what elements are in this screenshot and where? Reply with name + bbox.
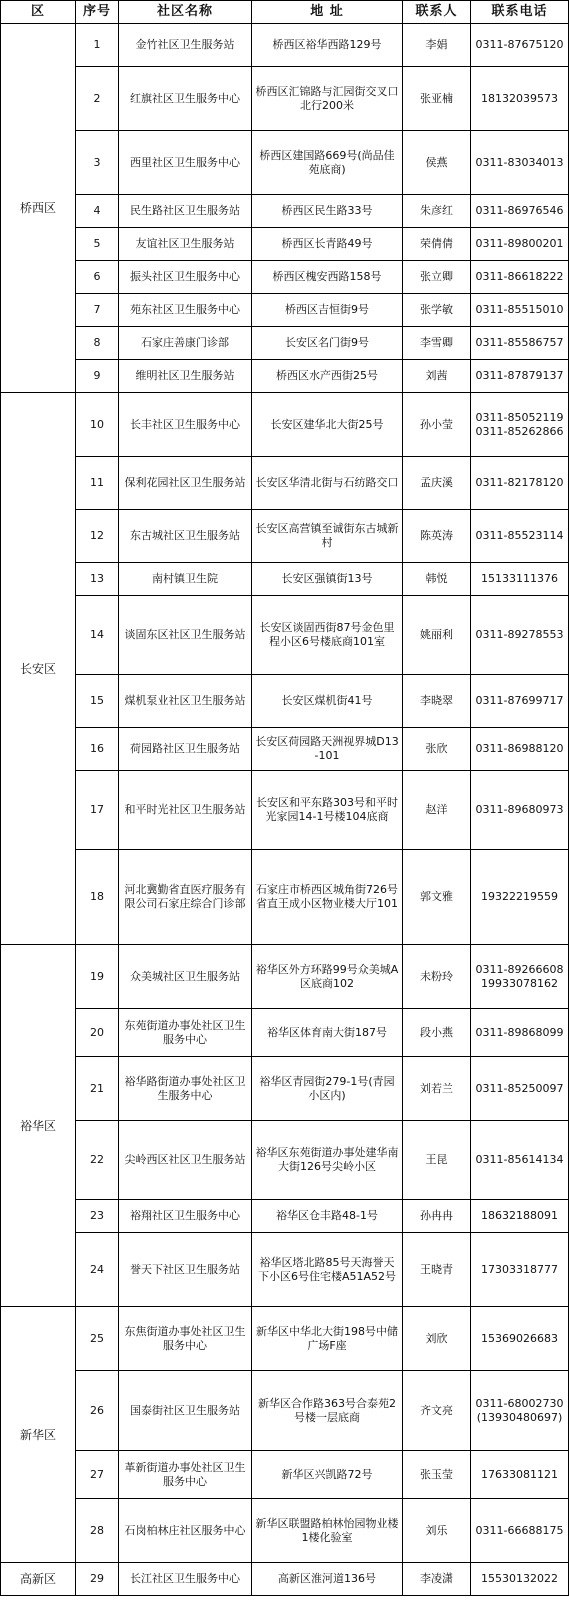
contact-cell: 赵洋 [403,771,471,850]
clinic-name-cell: 东焦街道办事处社区卫生服务中心 [119,1307,252,1371]
clinic-name-cell: 裕翔社区卫生服务中心 [119,1200,252,1233]
table-row [1,393,569,457]
seq-cell: 3 [76,131,119,195]
phone-cell: 0311-85052119 0311-85262866 [471,393,569,457]
phone-cell: 0311-68002730 (13930480697) [471,1371,569,1451]
seq-cell: 25 [76,1307,119,1371]
contact-cell: 张玉莹 [403,1451,471,1499]
table-row [1,131,569,195]
address-cell: 长安区名门街9号 [252,327,403,360]
header-address: 地 址 [252,1,403,24]
phone-cell: 0311-87675120 [471,24,569,67]
contact-cell: 张欣 [403,728,471,771]
phone-cell: 15530132022 [471,1563,569,1596]
phone-cell: 0311-86988120 [471,728,569,771]
contact-cell: 孟庆溪 [403,457,471,510]
address-cell: 长安区谈固西街87号金色里程小区6号楼底商101室 [252,596,403,675]
clinic-name-cell: 石家庄善康门诊部 [119,327,252,360]
table-row [1,1371,569,1451]
district-cell: 新华区 [1,1307,76,1563]
contact-cell: 姚丽利 [403,596,471,675]
table-row [1,261,569,294]
contact-cell: 李晓翠 [403,675,471,728]
phone-cell: 19322219559 [471,850,569,945]
address-cell: 裕华区塔北路85号天海誉天下小区6号住宅楼A51A52号 [252,1233,403,1307]
clinic-name-cell: 金竹社区卫生服务站 [119,24,252,67]
seq-cell: 24 [76,1233,119,1307]
address-cell: 长安区煤机街41号 [252,675,403,728]
address-cell: 桥西区槐安西路158号 [252,261,403,294]
address-cell: 长安区强镇街13号 [252,563,403,596]
clinic-name-cell: 誉天下社区卫生服务站 [119,1233,252,1307]
clinic-name-cell: 维明社区卫生服务站 [119,360,252,393]
contact-cell: 王昆 [403,1121,471,1200]
contact-cell: 王晓青 [403,1233,471,1307]
phone-cell: 0311-89266608 19933078162 [471,945,569,1009]
contact-cell: 未粉玲 [403,945,471,1009]
table-row [1,596,569,675]
contact-cell: 侯燕 [403,131,471,195]
contact-cell: 刘欣 [403,1307,471,1371]
seq-cell: 18 [76,850,119,945]
phone-cell: 0311-85515010 [471,294,569,327]
phone-cell: 0311-89868099 [471,1009,569,1057]
table-row [1,675,569,728]
contact-cell: 刘乐 [403,1499,471,1563]
address-cell: 石家庄市桥西区城角街726号省直王成小区物业楼大厅101 [252,850,403,945]
table-row [1,327,569,360]
contact-cell: 陈英涛 [403,510,471,563]
clinic-name-cell: 煤机泵业社区卫生服务站 [119,675,252,728]
address-cell: 长安区荷园路天洲视界城D13-101 [252,728,403,771]
phone-cell: 18632188091 [471,1200,569,1233]
table-row [1,24,569,67]
address-cell: 裕华区仓丰路48-1号 [252,1200,403,1233]
contact-cell: 荣倩倩 [403,228,471,261]
phone-cell: 0311-85614134 [471,1121,569,1200]
clinic-name-cell: 谈固东区社区卫生服务站 [119,596,252,675]
clinic-name-cell: 革新街道办事处社区卫生服务中心 [119,1451,252,1499]
phone-cell: 0311-89800201 [471,228,569,261]
address-cell: 桥西区吉恒街9号 [252,294,403,327]
header-district: 区 [1,1,76,24]
table-row [1,1057,569,1121]
header-seq: 序号 [76,1,119,24]
clinic-name-cell: 长江社区卫生服务中心 [119,1563,252,1596]
contact-cell: 李娟 [403,24,471,67]
district-cell: 长安区 [1,393,76,945]
table-row [1,1499,569,1563]
table-row [1,360,569,393]
address-cell: 裕华区东苑街道办事处建华南大街126号尖岭小区 [252,1121,403,1200]
district-cell: 裕华区 [1,945,76,1307]
address-cell: 新华区中华北大街198号中储广场F座 [252,1307,403,1371]
address-cell: 裕华区青园街279-1号(青园小区内) [252,1057,403,1121]
address-cell: 新华区合作路363号合泰苑2号楼一层底商 [252,1371,403,1451]
seq-cell: 2 [76,67,119,131]
table-row [1,1009,569,1057]
address-cell: 裕华区体育南大街187号 [252,1009,403,1057]
seq-cell: 4 [76,195,119,228]
header-row [1,1,569,24]
table-row [1,1451,569,1499]
phone-cell: 18132039573 [471,67,569,131]
phone-cell: 15369026683 [471,1307,569,1371]
address-cell: 长安区和平东路303号和平时光家园14-1号楼104底商 [252,771,403,850]
table-row [1,1200,569,1233]
clinic-name-cell: 东苑街道办事处社区卫生服务中心 [119,1009,252,1057]
seq-cell: 6 [76,261,119,294]
header-phone: 联系电话 [471,1,569,24]
phone-cell: 0311-89278553 [471,596,569,675]
contact-cell: 朱彦红 [403,195,471,228]
table-row [1,945,569,1009]
seq-cell: 27 [76,1451,119,1499]
address-cell: 高新区淮河道136号 [252,1563,403,1596]
phone-cell: 0311-83034013 [471,131,569,195]
clinic-name-cell: 长丰社区卫生服务中心 [119,393,252,457]
seq-cell: 22 [76,1121,119,1200]
seq-cell: 19 [76,945,119,1009]
contact-cell: 孙小莹 [403,393,471,457]
seq-cell: 14 [76,596,119,675]
contact-cell: 段小燕 [403,1009,471,1057]
phone-cell: 0311-85586757 [471,327,569,360]
clinic-name-cell: 南村镇卫生院 [119,563,252,596]
phone-cell: 0311-89680973 [471,771,569,850]
clinic-name-cell: 尖岭西区社区卫生服务站 [119,1121,252,1200]
seq-cell: 8 [76,327,119,360]
seq-cell: 10 [76,393,119,457]
contact-cell: 齐文亮 [403,1371,471,1451]
seq-cell: 5 [76,228,119,261]
seq-cell: 1 [76,24,119,67]
clinic-name-cell: 石岗柏林庄社区服务中心 [119,1499,252,1563]
address-cell: 桥西区裕华西路129号 [252,24,403,67]
table-row [1,1307,569,1371]
phone-cell: 15133111376 [471,563,569,596]
address-cell: 长安区华清北街与石纺路交口 [252,457,403,510]
table-row [1,728,569,771]
seq-cell: 28 [76,1499,119,1563]
phone-cell: 0311-82178120 [471,457,569,510]
seq-cell: 11 [76,457,119,510]
contact-cell: 张学敏 [403,294,471,327]
phone-cell: 0311-66688175 [471,1499,569,1563]
seq-cell: 29 [76,1563,119,1596]
clinic-name-cell: 河北冀勤省直医疗服务有限公司石家庄综合门诊部 [119,850,252,945]
clinic-name-cell: 东古城社区卫生服务站 [119,510,252,563]
district-cell: 桥西区 [1,24,76,393]
seq-cell: 12 [76,510,119,563]
clinic-name-cell: 民生路社区卫生服务站 [119,195,252,228]
header-name: 社区名称 [119,1,252,24]
contact-cell: 张亚楠 [403,67,471,131]
clinic-name-cell: 苑东社区卫生服务中心 [119,294,252,327]
table-body [1,24,569,1596]
table-row [1,67,569,131]
clinic-name-cell: 保利花园社区卫生服务站 [119,457,252,510]
phone-cell: 0311-87699717 [471,675,569,728]
clinic-name-cell: 和平时光社区卫生服务站 [119,771,252,850]
seq-cell: 26 [76,1371,119,1451]
header-contact: 联系人 [403,1,471,24]
clinic-name-cell: 裕华路街道办事处社区卫生服务中心 [119,1057,252,1121]
address-cell: 桥西区水产西街25号 [252,360,403,393]
seq-cell: 7 [76,294,119,327]
contact-cell: 张立卿 [403,261,471,294]
district-cell: 高新区 [1,1563,76,1596]
seq-cell: 9 [76,360,119,393]
table-row [1,1121,569,1200]
table-row [1,228,569,261]
address-cell: 新华区联盟路柏林怡园物业楼1楼化验室 [252,1499,403,1563]
table-row [1,850,569,945]
seq-cell: 15 [76,675,119,728]
address-cell: 裕华区外方环路99号众美城A区底商102 [252,945,403,1009]
clinic-name-cell: 友谊社区卫生服务站 [119,228,252,261]
address-cell: 长安区建华北大街25号 [252,393,403,457]
seq-cell: 16 [76,728,119,771]
clinic-name-cell: 荷园路社区卫生服务站 [119,728,252,771]
clinic-name-cell: 振头社区卫生服务中心 [119,261,252,294]
contact-cell: 李雪卿 [403,327,471,360]
phone-cell: 0311-86976546 [471,195,569,228]
clinic-name-cell: 西里社区卫生服务中心 [119,131,252,195]
table-row [1,457,569,510]
seq-cell: 13 [76,563,119,596]
clinic-name-cell: 众美城社区卫生服务站 [119,945,252,1009]
table-row [1,1233,569,1307]
table-row [1,294,569,327]
table-row [1,771,569,850]
address-cell: 新华区兴凯路72号 [252,1451,403,1499]
phone-cell: 0311-85250097 [471,1057,569,1121]
phone-cell: 17633081121 [471,1451,569,1499]
seq-cell: 17 [76,771,119,850]
clinic-name-cell: 红旗社区卫生服务中心 [119,67,252,131]
seq-cell: 20 [76,1009,119,1057]
address-cell: 桥西区汇锦路与汇园街交叉口北行200米 [252,67,403,131]
seq-cell: 23 [76,1200,119,1233]
table-row [1,195,569,228]
contact-cell: 韩悦 [403,563,471,596]
contact-cell: 刘若兰 [403,1057,471,1121]
phone-cell: 17303318777 [471,1233,569,1307]
phone-cell: 0311-87879137 [471,360,569,393]
phone-cell: 0311-85523114 [471,510,569,563]
address-cell: 桥西区建国路669号(尚品佳苑底商) [252,131,403,195]
contact-cell: 刘茜 [403,360,471,393]
contact-cell: 郭文雅 [403,850,471,945]
address-cell: 桥西区长青路49号 [252,228,403,261]
table-row [1,563,569,596]
clinic-name-cell: 国泰街社区卫生服务站 [119,1371,252,1451]
seq-cell: 21 [76,1057,119,1121]
table-row [1,1563,569,1596]
address-cell: 长安区高营镇至诚街东古城新村 [252,510,403,563]
table-row [1,510,569,563]
phone-cell: 0311-86618222 [471,261,569,294]
contact-cell: 李凌潇 [403,1563,471,1596]
address-cell: 桥西区民生路33号 [252,195,403,228]
contact-cell: 孙冉冉 [403,1200,471,1233]
